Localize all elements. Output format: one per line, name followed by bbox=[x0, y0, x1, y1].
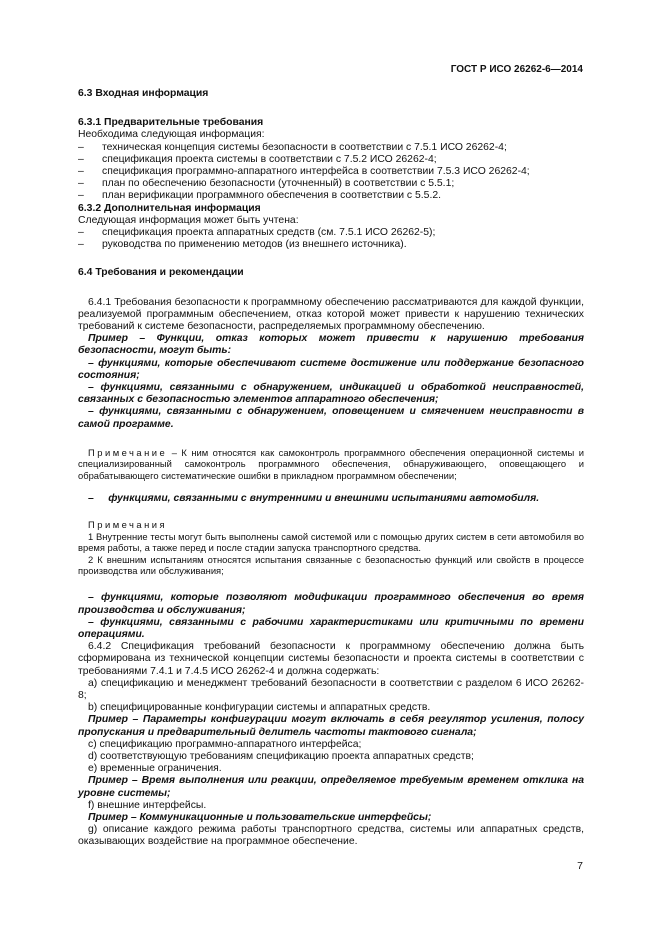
notes-label: Примечания bbox=[88, 519, 168, 531]
paragraph-6-4-2: 6.4.2 Спецификация требований безопасности к программному обеспечению должна быть сформирована из технической концепции системы безопасности и проекта системы в соответствии с требованиями 7.4.1 и 7.4.5 ИСО 26262-4 и должна содержать: bbox=[78, 641, 584, 677]
section-6-3-1-title: 6.3.1 Предварительные требования bbox=[78, 117, 264, 129]
note-item: 1 Внутренние тесты могут быть выполнены самой системой или с помощью других систем в сети автомобиля во время работы, а также перед и после стадии запуска транспортного средства. bbox=[78, 530, 584, 554]
example-1-item: – функциями, связанными с внутренними и внешними испытаниями автомобиля. bbox=[88, 493, 540, 505]
list-item-d: d) соответствующую требованиям спецификацию проекта аппаратных средств; bbox=[88, 750, 474, 762]
list-item: – план по обеспечению безопасности (уточненный) в соответствии с 5.5.1; bbox=[78, 178, 455, 190]
list-item: – руководства по применению методов (из внешнего источника). bbox=[78, 239, 407, 251]
example-4: Пример – Коммуникационные и пользовательские интерфейсы; bbox=[88, 811, 432, 823]
list-item-e: e) временные ограничения. bbox=[88, 763, 222, 775]
example-1: Пример – Функции, отказ которых может привести к нарушению требования безопасности, могут быть: bbox=[78, 333, 584, 357]
required-info-list bbox=[78, 142, 584, 203]
example-1-item: – функциями, которые обеспечивают системе достижение или поддержание безопасного состояния; bbox=[78, 357, 584, 381]
example-1-item: – функциями, связанными с рабочими характеристиками или критичными по времени операциями. bbox=[78, 616, 584, 640]
section-6-3-1-intro: Необходима следующая информация: bbox=[78, 129, 265, 141]
section-6-3-2-title: 6.3.2 Дополнительная информация bbox=[78, 202, 261, 214]
list-item: – спецификация проекта аппаратных средств (см. 7.5.1 ИСО 26262-5); bbox=[78, 227, 436, 239]
list-item-c: c) спецификацию программно-аппаратного интерфейса; bbox=[88, 738, 362, 750]
example-1-item: – функциями, которые позволяют модификации программного обеспечения во время производства и обслуживания; bbox=[78, 592, 585, 616]
list-item: – план верификации программного обеспечения в соответствии с 5.5.2. bbox=[78, 190, 442, 202]
section-6-3-title: 6.3 Входная информация bbox=[78, 88, 209, 99]
section-6-4-title: 6.4 Требования и рекомендации bbox=[78, 267, 244, 279]
example-2: Пример – Параметры конфигурации могут включать в себя регулятор усиления, полосу пропускания и предварительный делитель частоты тактового сигнала; bbox=[78, 714, 584, 738]
list-item-a: a) спецификацию и менеджмент требований безопасности в соответствии с разделом 6 ИСО 26262-8; bbox=[78, 677, 584, 701]
note-item: 2 К внешним испытаниям относятся испытания связанные с безопасностью функций или свойств в процессе производства или обслуживания; bbox=[78, 553, 584, 576]
note-label: Примечание bbox=[88, 446, 168, 458]
example-1-item: – функциями, связанными с обнаружением, индикацией и обработкой неисправностей, связанных с безопасностью элементов аппаратного обеспечения; bbox=[78, 382, 584, 406]
list-item: – спецификация программно-аппаратного интерфейса в соответствии 7.5.3 ИСО 26262-4; bbox=[78, 166, 530, 178]
running-header: ГОСТ Р ИСО 26262-6—2014 bbox=[450, 64, 583, 75]
list-item-f: f) внешние интерфейсы. bbox=[88, 799, 207, 811]
page-content bbox=[78, 88, 584, 849]
list-item-g: g) описание каждого режима работы транспортного средства, системы или аппаратных средств, оказывающих воздействие на программное обеспечение. bbox=[78, 824, 584, 848]
list-item: – спецификация проекта системы в соответствии с 7.5.2 ИСО 26262-4; bbox=[78, 153, 437, 165]
page-number: 7 bbox=[577, 860, 583, 872]
optional-info-list bbox=[78, 227, 584, 251]
note-1: Примечание – К ним относятся как самоконтроль программного обеспечения операционной системы и специализированный самоконтроль программного обеспечения, обнаруживающего, оповещающего и обрабатывающего систематические ошибки в прикладном программном обеспечении; bbox=[78, 446, 584, 481]
list-item: – техническая концепция системы безопасности в соответствии с 7.5.1 ИСО 26262-4; bbox=[78, 141, 507, 153]
example-3: Пример – Время выполнения или реакции, определяемое требуемым временем отклика на уровне системы; bbox=[78, 775, 584, 799]
example-1-item: – функциями, связанными с обнаружением, оповещением и смягчением неисправности в самой программе. bbox=[78, 406, 584, 430]
paragraph-6-4-1: 6.4.1 Требования безопасности к программному обеспечению рассматриваются для каждой функции, реализуемой программным обеспечением, отказ которой может привести к нарушению технических требований к системе безопасности, распределяемых программному обеспечению. bbox=[78, 296, 584, 333]
section-6-3-2-intro: Следующая информация может быть учтена: bbox=[78, 214, 299, 226]
list-item-b: b) специфицированные конфигурации системы и аппаратных средств. bbox=[88, 702, 431, 714]
